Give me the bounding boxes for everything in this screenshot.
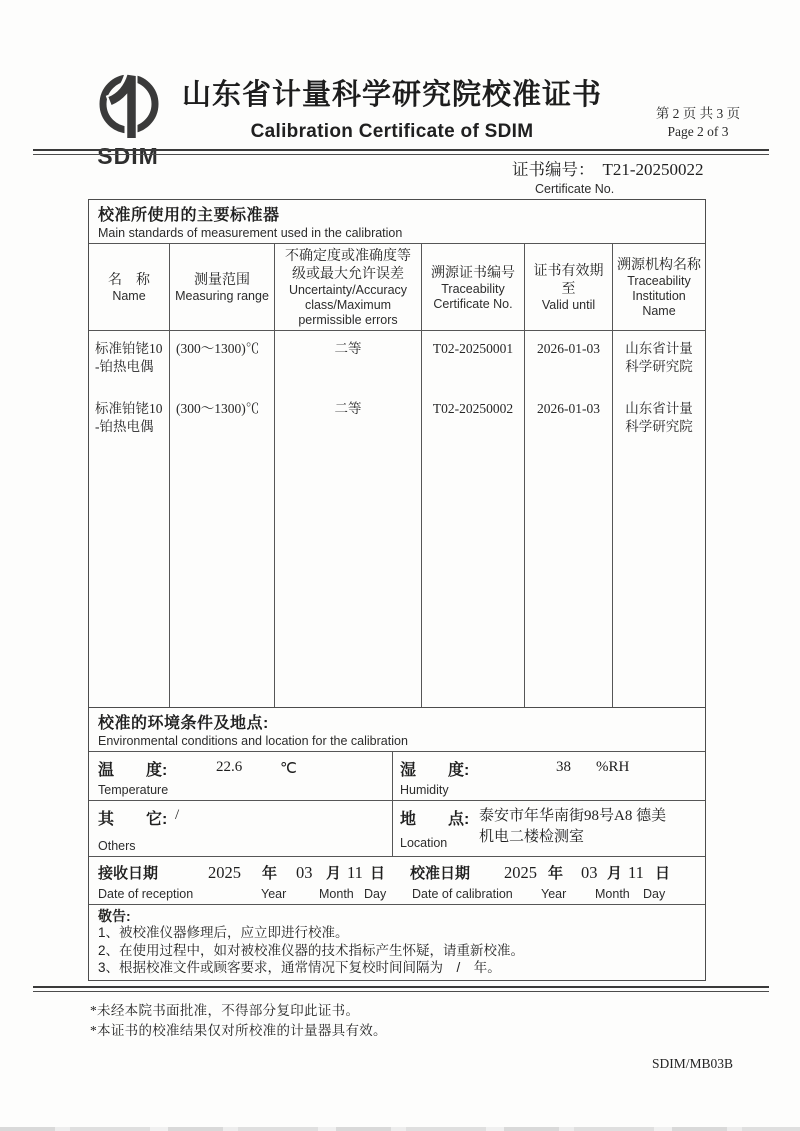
reception-month-value: 03 (296, 863, 313, 882)
col-accuracy-values (274, 330, 421, 707)
col-institution-values (612, 330, 705, 707)
header-divider (33, 149, 769, 155)
col-range-values (169, 330, 274, 707)
standards-table-title (89, 200, 705, 244)
location-label-cn: 地 点: (400, 811, 470, 828)
page-title-cn: 山东省计量科学研究院校准证书 (182, 79, 603, 111)
col-name-values (89, 330, 169, 707)
notice-section (89, 904, 705, 980)
environment-title (89, 708, 705, 751)
col-header-traceability-cert-no: 溯源证书编号 Traceability Certificate No. (421, 244, 524, 330)
table-cell: T02-20250001 (432, 341, 514, 356)
reception-day-value: 11 (347, 863, 363, 882)
col-header-valid-until: 证书有效期至 Valid until (524, 244, 612, 330)
table-cell: (300～1300)℃ (176, 401, 260, 416)
others-label-en: Others (98, 839, 136, 853)
footer-divider (33, 986, 769, 992)
notice-item: 3、根据校准文件或顾客要求，通常情况下复校时间间隔为 / 年。 (98, 960, 501, 975)
reception-year-cn: 年 (262, 865, 278, 882)
calibration-year-value: 2025 (504, 863, 537, 882)
col-header-traceability-institution: 溯源机构名称 Traceability Institution Name (612, 244, 705, 330)
footnotes (90, 1001, 387, 1041)
environment-title-cn: 校准的环境条件及地点: (98, 715, 269, 732)
notice-item: 2、在使用过程中，如对被校准仪器的技术指标产生怀疑，请重新校准。 (98, 942, 525, 958)
dates-row (89, 856, 705, 904)
page-title-en: Calibration Certificate of SDIM (250, 121, 534, 142)
calibration-date-label-en: Date of calibration (412, 887, 513, 901)
cert-number-label-en: Certificate No. (535, 182, 615, 196)
standards-table (88, 199, 706, 708)
table-cell: 2026-01-03 (537, 401, 600, 416)
reception-year-value: 2025 (208, 863, 241, 882)
reception-date-label-cn: 接收日期 (98, 865, 159, 882)
temperature-value: 22.6 (216, 759, 243, 775)
col-header-measuring-range: 测量范围 Measuring range (169, 244, 274, 330)
temperature-label-cn: 温 度: (98, 762, 168, 779)
location-value: 泰安市年华南街98号A8 德美机电二楼检测室 (479, 808, 667, 845)
calibration-day-en: Day (643, 887, 666, 901)
calibration-month-cn: 月 (607, 865, 623, 882)
humidity-label-cn: 湿 度: (400, 762, 470, 779)
humidity-unit: %RH (596, 759, 630, 775)
footnote-line: *本证书的校准结果仅对所校准的计量器具有效。 (90, 1023, 387, 1038)
col-certno-values (421, 330, 524, 707)
reception-month-en: Month (319, 887, 354, 901)
col-header-uncertainty: 不确定度或准确度等级或最大允许误差 Uncertainty/Accuracy class/Maximum permissible errors (274, 244, 421, 330)
col-header-name: 名 称 Name (108, 271, 150, 303)
cert-number-value: T21-20250022 (602, 160, 704, 179)
reception-date-label-en: Date of reception (98, 887, 194, 901)
form-code: SDIM/MB03B (652, 1056, 734, 1071)
others-label-cn: 其 它: (98, 811, 168, 828)
table-cell: 标准铂铑10-铂热电偶 (95, 341, 163, 374)
others-field (89, 801, 393, 856)
sdim-logo (82, 70, 174, 170)
calibration-date-label-cn: 校准日期 (410, 865, 471, 882)
standards-table-title-cn: 校准所使用的主要标准器 (98, 207, 280, 224)
others-value: / (175, 807, 180, 823)
reception-day-en: Day (364, 887, 387, 901)
calibration-year-en: Year (541, 887, 567, 901)
sdim-logo-icon (85, 70, 171, 142)
table-cell: 山东省计量科学研究院 (625, 401, 693, 434)
table-cell: T02-20250002 (432, 401, 514, 416)
title-block (182, 72, 602, 143)
reception-year-en: Year (261, 887, 287, 901)
temperature-field (89, 752, 393, 800)
calibration-year-cn: 年 (548, 865, 564, 882)
reception-month-cn: 月 (326, 865, 342, 882)
calibration-day-cn: 日 (655, 865, 671, 882)
calibration-month-en: Month (595, 887, 630, 901)
calibration-day-value: 11 (628, 863, 644, 882)
humidity-value: 38 (556, 759, 571, 775)
table-cell: 山东省计量科学研究院 (625, 341, 693, 374)
dates-fields (89, 857, 705, 904)
calibration-month-value: 03 (581, 863, 598, 882)
page-number-en: Page 2 of 3 (667, 124, 729, 139)
standards-table-grid (89, 244, 705, 707)
notice-title: 敬告: (98, 908, 131, 924)
humidity-field (393, 752, 705, 800)
table-cell: (300～1300)℃ (176, 341, 260, 356)
temperature-label-en: Temperature (98, 783, 169, 797)
logo-label: SDIM (97, 143, 159, 169)
footnote-line: *未经本院书面批准，不得部分复印此证书。 (90, 1003, 360, 1018)
standards-table-title-en: Main standards of measurement used in the calibration (98, 226, 403, 240)
environment-section (88, 707, 706, 981)
table-cell: 二等 (334, 341, 362, 356)
others-location-row (89, 800, 705, 856)
col-valid-values (524, 330, 612, 707)
temperature-unit: ℃ (280, 761, 297, 777)
reception-day-cn: 日 (370, 865, 386, 882)
humidity-label-en: Humidity (400, 783, 449, 797)
environment-title-en: Environmental conditions and location for the calibration (98, 734, 408, 748)
page-number-cn: 第 2 页 共 3 页 (655, 106, 741, 121)
table-cell: 二等 (334, 401, 362, 416)
certificate-number-block (512, 156, 704, 196)
table-cell: 2026-01-03 (537, 341, 600, 356)
temperature-humidity-row (89, 751, 705, 800)
page-number (642, 105, 754, 141)
table-cell: 标准铂铑10-铂热电偶 (95, 401, 163, 434)
notice-item: 1、被校准仪器修理后，应立即进行校准。 (98, 925, 349, 940)
scan-edge-artifact (0, 1127, 800, 1131)
cert-number-label-cn: 证书编号： (512, 160, 595, 179)
location-field (393, 801, 705, 856)
location-label-en: Location (400, 836, 448, 850)
